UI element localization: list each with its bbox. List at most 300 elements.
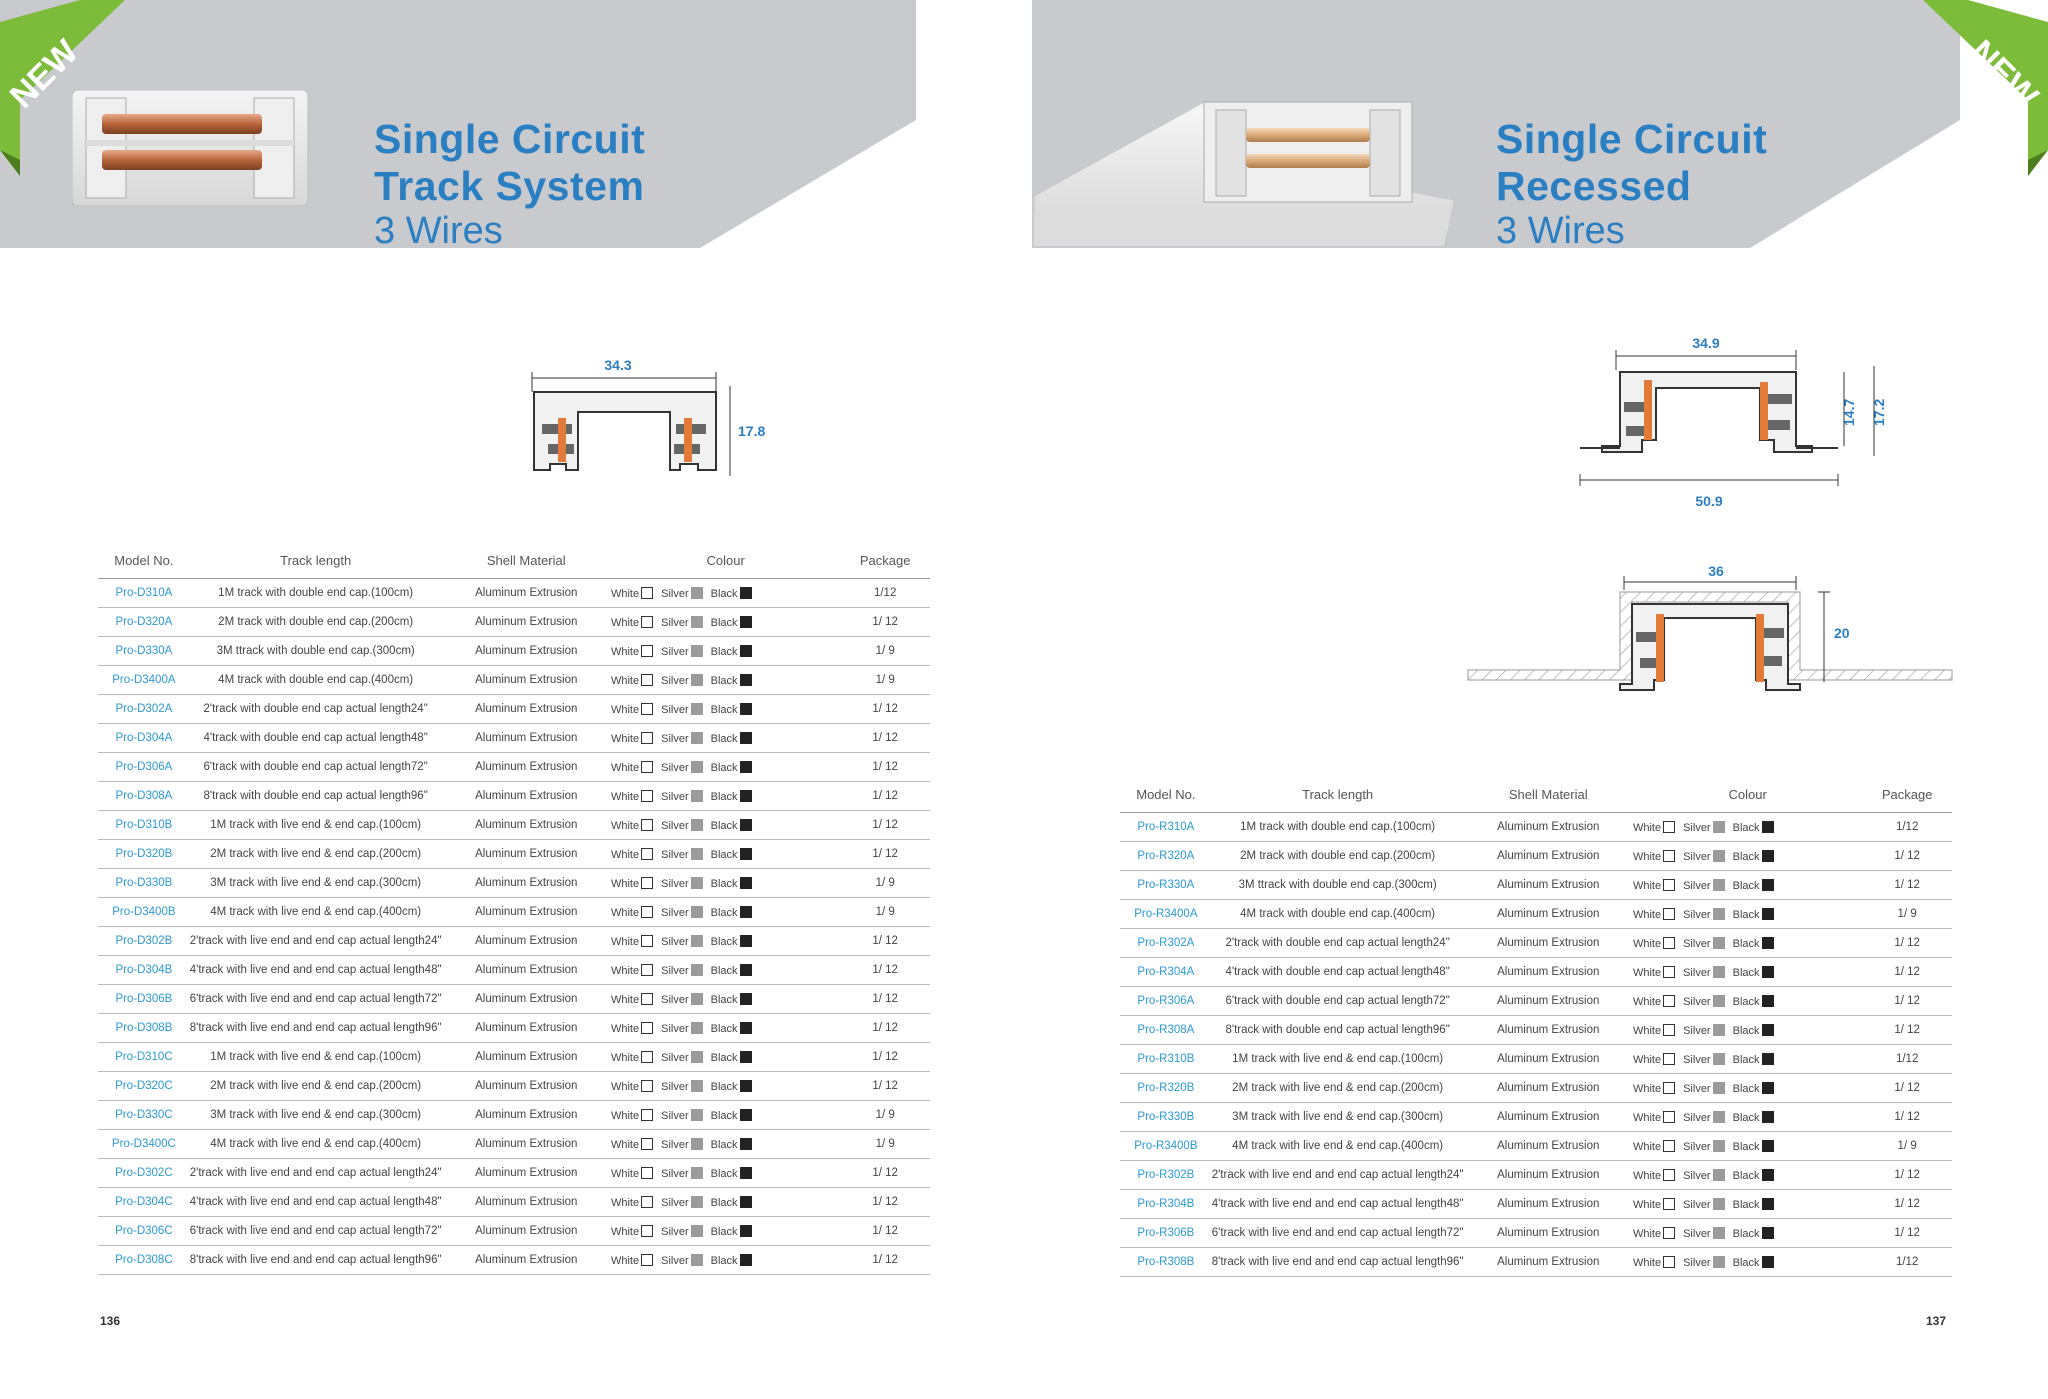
silver-swatch bbox=[1713, 937, 1725, 949]
colour-label-black: Black bbox=[710, 1051, 738, 1064]
left-diagram-width-label: 34.3 bbox=[604, 357, 632, 373]
table-row bbox=[1120, 1248, 1952, 1277]
right-diagram1-bottom-label: 50.9 bbox=[1695, 493, 1723, 509]
black-swatch bbox=[740, 1167, 752, 1179]
colour-label-black: Black bbox=[710, 935, 738, 948]
table-row bbox=[98, 1101, 930, 1130]
right-product-photo bbox=[1034, 96, 1454, 246]
table-row bbox=[98, 927, 930, 956]
colour-label-silver: Silver bbox=[661, 848, 689, 861]
silver-swatch bbox=[691, 1080, 703, 1092]
silver-swatch bbox=[1713, 908, 1725, 920]
colour-label-white: White bbox=[610, 790, 640, 803]
model-number: Pro-R304A bbox=[1120, 958, 1212, 987]
left-title-line3: 3 Wires bbox=[374, 210, 503, 253]
table-row bbox=[1120, 900, 1952, 929]
colour-label-black: Black bbox=[710, 1196, 738, 1209]
colour-label-white: White bbox=[1632, 850, 1662, 863]
colour-label-white: White bbox=[1632, 821, 1662, 834]
colour-label-black: Black bbox=[1732, 1140, 1760, 1153]
model-number: Pro-D330A bbox=[98, 637, 190, 666]
track-length: 8'track with live end and end cap actual length96" bbox=[190, 1246, 442, 1275]
package-qty: 1/ 9 bbox=[840, 1101, 930, 1130]
black-swatch bbox=[740, 964, 752, 976]
white-swatch bbox=[641, 674, 653, 686]
package-qty: 1/12 bbox=[1862, 1248, 1952, 1277]
colour-label-black: Black bbox=[1732, 1024, 1760, 1037]
model-number: Pro-R310A bbox=[1120, 813, 1212, 842]
colour-label-silver: Silver bbox=[1683, 879, 1711, 892]
black-swatch bbox=[740, 993, 752, 1005]
track-length: 4'track with live end and end cap actual length48" bbox=[1212, 1190, 1464, 1219]
package-qty: 1/ 9 bbox=[840, 1130, 930, 1159]
track-length: 2M track with live end & end cap.(200cm) bbox=[190, 840, 442, 869]
colour-label-black: Black bbox=[710, 1254, 738, 1267]
model-number: Pro-R304B bbox=[1120, 1190, 1212, 1219]
right-profile-diagram-2 bbox=[1444, 562, 1964, 712]
shell-material: Aluminum Extrusion bbox=[1464, 1074, 1633, 1103]
black-swatch bbox=[740, 732, 752, 744]
left-header-length: Track length bbox=[190, 548, 442, 579]
white-swatch bbox=[641, 935, 653, 947]
white-swatch bbox=[641, 877, 653, 889]
model-number: Pro-D320C bbox=[98, 1072, 190, 1101]
black-swatch bbox=[1762, 850, 1774, 862]
colour-options bbox=[611, 1188, 840, 1217]
black-swatch bbox=[740, 1022, 752, 1034]
model-number: Pro-R306B bbox=[1120, 1219, 1212, 1248]
table-row bbox=[98, 637, 930, 666]
colour-label-white: White bbox=[610, 1138, 640, 1151]
shell-material: Aluminum Extrusion bbox=[1464, 1045, 1633, 1074]
shell-material: Aluminum Extrusion bbox=[442, 1159, 611, 1188]
black-swatch bbox=[1762, 937, 1774, 949]
silver-swatch bbox=[691, 587, 703, 599]
left-page-number: 136 bbox=[100, 1314, 121, 1328]
track-length: 4M track with double end cap.(400cm) bbox=[1212, 900, 1464, 929]
white-swatch bbox=[1663, 1198, 1675, 1210]
track-length: 2'track with double end cap actual length24" bbox=[1212, 929, 1464, 958]
new-ribbon-right bbox=[1918, 0, 2048, 190]
colour-label-white: White bbox=[610, 1225, 640, 1238]
colour-options bbox=[1633, 871, 1862, 900]
colour-label-silver: Silver bbox=[1683, 1024, 1711, 1037]
right-title-line2: Recessed bbox=[1496, 163, 1692, 210]
colour-label-black: Black bbox=[710, 819, 738, 832]
white-swatch bbox=[641, 1196, 653, 1208]
colour-label-white: White bbox=[610, 1080, 640, 1093]
table-row bbox=[98, 579, 930, 608]
package-qty: 1/ 12 bbox=[1862, 842, 1952, 871]
white-swatch bbox=[641, 703, 653, 715]
track-length: 2'track with live end and end cap actual length24" bbox=[190, 927, 442, 956]
colour-label-white: White bbox=[610, 761, 640, 774]
package-qty: 1/12 bbox=[1862, 813, 1952, 842]
colour-label-black: Black bbox=[710, 1109, 738, 1122]
colour-label-silver: Silver bbox=[661, 1138, 689, 1151]
track-length: 4M track with live end & end cap.(400cm) bbox=[1212, 1132, 1464, 1161]
black-swatch bbox=[1762, 1256, 1774, 1268]
right-page bbox=[1024, 0, 2048, 1399]
track-length: 6'track with live end and end cap actual length72" bbox=[190, 1217, 442, 1246]
shell-material: Aluminum Extrusion bbox=[442, 898, 611, 927]
package-qty: 1/ 12 bbox=[840, 1043, 930, 1072]
right-diagram2-top-label: 36 bbox=[1708, 563, 1724, 579]
package-qty: 1/ 12 bbox=[1862, 1219, 1952, 1248]
shell-material: Aluminum Extrusion bbox=[442, 666, 611, 695]
colour-options bbox=[1633, 1161, 1862, 1190]
silver-swatch bbox=[691, 1167, 703, 1179]
colour-options bbox=[1633, 1016, 1862, 1045]
package-qty: 1/ 12 bbox=[840, 1072, 930, 1101]
colour-label-silver: Silver bbox=[661, 790, 689, 803]
colour-label-white: White bbox=[1632, 1227, 1662, 1240]
colour-label-white: White bbox=[610, 935, 640, 948]
silver-swatch bbox=[691, 645, 703, 657]
colour-label-white: White bbox=[610, 674, 640, 687]
colour-label-white: White bbox=[1632, 995, 1662, 1008]
package-qty: 1/ 12 bbox=[840, 1246, 930, 1275]
white-swatch bbox=[1663, 821, 1675, 833]
table-row bbox=[98, 898, 930, 927]
track-length: 4'track with live end and end cap actual length48" bbox=[190, 956, 442, 985]
colour-options bbox=[611, 869, 840, 898]
silver-swatch bbox=[1713, 1082, 1725, 1094]
black-swatch bbox=[740, 616, 752, 628]
colour-label-silver: Silver bbox=[661, 1225, 689, 1238]
colour-label-silver: Silver bbox=[661, 906, 689, 919]
colour-options bbox=[611, 1159, 840, 1188]
black-swatch bbox=[740, 587, 752, 599]
white-swatch bbox=[1663, 1227, 1675, 1239]
colour-label-silver: Silver bbox=[661, 1254, 689, 1267]
silver-swatch bbox=[1713, 1111, 1725, 1123]
colour-options bbox=[611, 579, 840, 608]
track-length: 4'track with double end cap actual length48" bbox=[1212, 958, 1464, 987]
white-swatch bbox=[641, 616, 653, 628]
package-qty: 1/ 9 bbox=[840, 898, 930, 927]
table-row bbox=[98, 695, 930, 724]
model-number: Pro-D330C bbox=[98, 1101, 190, 1130]
white-swatch bbox=[641, 906, 653, 918]
silver-swatch bbox=[691, 964, 703, 976]
track-length: 2M track with live end & end cap.(200cm) bbox=[190, 1072, 442, 1101]
track-length: 2'track with live end and end cap actual length24" bbox=[190, 1159, 442, 1188]
colour-label-silver: Silver bbox=[1683, 1256, 1711, 1269]
colour-options bbox=[611, 1014, 840, 1043]
black-swatch bbox=[740, 1196, 752, 1208]
black-swatch bbox=[1762, 1053, 1774, 1065]
model-number: Pro-D3400B bbox=[98, 898, 190, 927]
colour-label-white: White bbox=[610, 848, 640, 861]
silver-swatch bbox=[691, 1138, 703, 1150]
track-length: 3M track with live end & end cap.(300cm) bbox=[190, 1101, 442, 1130]
silver-swatch bbox=[691, 877, 703, 889]
colour-label-white: White bbox=[610, 819, 640, 832]
package-qty: 1/ 12 bbox=[840, 1188, 930, 1217]
left-header-colour: Colour bbox=[611, 548, 840, 579]
shell-material: Aluminum Extrusion bbox=[442, 956, 611, 985]
shell-material: Aluminum Extrusion bbox=[442, 869, 611, 898]
package-qty: 1/ 12 bbox=[1862, 929, 1952, 958]
colour-options bbox=[611, 1217, 840, 1246]
silver-swatch bbox=[691, 848, 703, 860]
silver-swatch bbox=[691, 906, 703, 918]
silver-swatch bbox=[1713, 1227, 1725, 1239]
table-row bbox=[98, 1014, 930, 1043]
model-number: Pro-R308A bbox=[1120, 1016, 1212, 1045]
table-row bbox=[98, 724, 930, 753]
model-number: Pro-R310B bbox=[1120, 1045, 1212, 1074]
colour-label-white: White bbox=[1632, 1169, 1662, 1182]
white-swatch bbox=[1663, 1111, 1675, 1123]
colour-label-white: White bbox=[1632, 879, 1662, 892]
right-title bbox=[1496, 116, 1767, 254]
shell-material: Aluminum Extrusion bbox=[442, 1043, 611, 1072]
colour-label-white: White bbox=[1632, 908, 1662, 921]
track-length: 6'track with double end cap actual length72" bbox=[190, 753, 442, 782]
colour-label-black: Black bbox=[1732, 908, 1760, 921]
black-swatch bbox=[740, 848, 752, 860]
new-ribbon-left bbox=[0, 0, 130, 190]
colour-label-silver: Silver bbox=[661, 587, 689, 600]
shell-material: Aluminum Extrusion bbox=[1464, 1161, 1633, 1190]
colour-label-white: White bbox=[610, 1051, 640, 1064]
colour-options bbox=[611, 985, 840, 1014]
colour-label-silver: Silver bbox=[661, 877, 689, 890]
black-swatch bbox=[740, 1254, 752, 1266]
colour-options bbox=[611, 840, 840, 869]
colour-label-silver: Silver bbox=[1683, 1227, 1711, 1240]
colour-label-white: White bbox=[610, 732, 640, 745]
shell-material: Aluminum Extrusion bbox=[442, 724, 611, 753]
track-length: 2'track with live end and end cap actual length24" bbox=[1212, 1161, 1464, 1190]
table-row bbox=[98, 840, 930, 869]
table-row bbox=[1120, 1074, 1952, 1103]
colour-label-white: White bbox=[1632, 1111, 1662, 1124]
black-swatch bbox=[740, 1051, 752, 1063]
model-number: Pro-D3400A bbox=[98, 666, 190, 695]
table-row bbox=[98, 1217, 930, 1246]
track-length: 2'track with double end cap actual length24" bbox=[190, 695, 442, 724]
model-number: Pro-R306A bbox=[1120, 987, 1212, 1016]
colour-options bbox=[611, 695, 840, 724]
table-row bbox=[98, 1246, 930, 1275]
track-length: 3M ttrack with double end cap.(300cm) bbox=[190, 637, 442, 666]
black-swatch bbox=[740, 703, 752, 715]
package-qty: 1/ 12 bbox=[840, 956, 930, 985]
colour-options bbox=[1633, 958, 1862, 987]
black-swatch bbox=[1762, 908, 1774, 920]
colour-label-black: Black bbox=[710, 964, 738, 977]
shell-material: Aluminum Extrusion bbox=[1464, 1103, 1633, 1132]
model-number: Pro-D304C bbox=[98, 1188, 190, 1217]
black-swatch bbox=[740, 761, 752, 773]
white-swatch bbox=[641, 761, 653, 773]
black-swatch bbox=[740, 645, 752, 657]
track-length: 4M track with live end & end cap.(400cm) bbox=[190, 1130, 442, 1159]
shell-material: Aluminum Extrusion bbox=[442, 637, 611, 666]
black-swatch bbox=[1762, 1082, 1774, 1094]
left-profile-diagram bbox=[520, 352, 780, 492]
model-number: Pro-D310B bbox=[98, 811, 190, 840]
white-swatch bbox=[641, 1225, 653, 1237]
colour-label-white: White bbox=[1632, 1024, 1662, 1037]
silver-swatch bbox=[1713, 1198, 1725, 1210]
model-number: Pro-R320A bbox=[1120, 842, 1212, 871]
track-length: 1M track with double end cap.(100cm) bbox=[190, 579, 442, 608]
shell-material: Aluminum Extrusion bbox=[442, 1246, 611, 1275]
colour-label-white: White bbox=[610, 587, 640, 600]
package-qty: 1/ 9 bbox=[1862, 900, 1952, 929]
table-row bbox=[1120, 871, 1952, 900]
colour-label-silver: Silver bbox=[661, 645, 689, 658]
white-swatch bbox=[1663, 966, 1675, 978]
shell-material: Aluminum Extrusion bbox=[1464, 1219, 1633, 1248]
black-swatch bbox=[740, 790, 752, 802]
shell-material: Aluminum Extrusion bbox=[1464, 871, 1633, 900]
model-number: Pro-D310C bbox=[98, 1043, 190, 1072]
track-length: 6'track with live end and end cap actual length72" bbox=[1212, 1219, 1464, 1248]
track-length: 4M track with double end cap.(400cm) bbox=[190, 666, 442, 695]
table-row bbox=[98, 753, 930, 782]
colour-label-black: Black bbox=[710, 790, 738, 803]
black-swatch bbox=[1762, 1198, 1774, 1210]
package-qty: 1/ 12 bbox=[840, 1014, 930, 1043]
colour-label-black: Black bbox=[710, 1080, 738, 1093]
white-swatch bbox=[1663, 879, 1675, 891]
model-number: Pro-R3400B bbox=[1120, 1132, 1212, 1161]
colour-options bbox=[611, 1101, 840, 1130]
black-swatch bbox=[1762, 1169, 1774, 1181]
black-swatch bbox=[1762, 995, 1774, 1007]
colour-options bbox=[1633, 1248, 1862, 1277]
right-page-number: 137 bbox=[1926, 1314, 1947, 1328]
colour-label-white: White bbox=[610, 616, 640, 629]
white-swatch bbox=[1663, 1140, 1675, 1152]
colour-label-silver: Silver bbox=[1683, 937, 1711, 950]
black-swatch bbox=[740, 674, 752, 686]
model-number: Pro-D310A bbox=[98, 579, 190, 608]
colour-options bbox=[611, 753, 840, 782]
model-number: Pro-D3400C bbox=[98, 1130, 190, 1159]
colour-label-silver: Silver bbox=[661, 964, 689, 977]
colour-label-black: Black bbox=[1732, 1198, 1760, 1211]
package-qty: 1/ 12 bbox=[840, 782, 930, 811]
shell-material: Aluminum Extrusion bbox=[442, 608, 611, 637]
colour-label-black: Black bbox=[710, 616, 738, 629]
colour-label-silver: Silver bbox=[661, 935, 689, 948]
shell-material: Aluminum Extrusion bbox=[442, 1217, 611, 1246]
silver-swatch bbox=[691, 1051, 703, 1063]
silver-swatch bbox=[1713, 995, 1725, 1007]
table-row bbox=[98, 608, 930, 637]
track-length: 2M track with double end cap.(200cm) bbox=[1212, 842, 1464, 871]
silver-swatch bbox=[691, 819, 703, 831]
white-swatch bbox=[641, 819, 653, 831]
black-swatch bbox=[1762, 1111, 1774, 1123]
colour-label-white: White bbox=[610, 877, 640, 890]
track-length: 4M track with live end & end cap.(400cm) bbox=[190, 898, 442, 927]
package-qty: 1/ 12 bbox=[1862, 958, 1952, 987]
model-number: Pro-D320A bbox=[98, 608, 190, 637]
colour-options bbox=[611, 956, 840, 985]
table-row bbox=[98, 666, 930, 695]
package-qty: 1/ 12 bbox=[1862, 987, 1952, 1016]
silver-swatch bbox=[1713, 1053, 1725, 1065]
white-swatch bbox=[641, 848, 653, 860]
colour-label-white: White bbox=[1632, 966, 1662, 979]
colour-label-white: White bbox=[610, 645, 640, 658]
shell-material: Aluminum Extrusion bbox=[1464, 1248, 1633, 1277]
colour-options bbox=[1633, 1190, 1862, 1219]
shell-material: Aluminum Extrusion bbox=[1464, 987, 1633, 1016]
colour-label-silver: Silver bbox=[1683, 821, 1711, 834]
colour-label-white: White bbox=[1632, 937, 1662, 950]
track-length: 1M track with live end & end cap.(100cm) bbox=[1212, 1045, 1464, 1074]
colour-label-black: Black bbox=[710, 674, 738, 687]
white-swatch bbox=[1663, 1053, 1675, 1065]
right-diagram2-height-label: 20 bbox=[1834, 625, 1850, 641]
colour-label-silver: Silver bbox=[661, 819, 689, 832]
colour-label-white: White bbox=[1632, 1053, 1662, 1066]
package-qty: 1/ 12 bbox=[840, 608, 930, 637]
colour-label-silver: Silver bbox=[661, 674, 689, 687]
shell-material: Aluminum Extrusion bbox=[442, 1188, 611, 1217]
right-diagram1-top-label: 34.9 bbox=[1692, 335, 1720, 351]
colour-label-white: White bbox=[610, 1167, 640, 1180]
colour-label-silver: Silver bbox=[1683, 1111, 1711, 1124]
right-table-header-row bbox=[1120, 782, 1952, 813]
black-swatch bbox=[1762, 821, 1774, 833]
silver-swatch bbox=[691, 732, 703, 744]
track-length: 8'track with double end cap actual length96" bbox=[190, 782, 442, 811]
black-swatch bbox=[740, 1080, 752, 1092]
colour-label-silver: Silver bbox=[661, 703, 689, 716]
table-row bbox=[98, 1188, 930, 1217]
colour-label-black: Black bbox=[710, 993, 738, 1006]
white-swatch bbox=[1663, 850, 1675, 862]
colour-label-silver: Silver bbox=[1683, 966, 1711, 979]
white-swatch bbox=[1663, 937, 1675, 949]
colour-label-black: Black bbox=[710, 1022, 738, 1035]
right-profile-diagram-1 bbox=[1564, 330, 1964, 510]
track-length: 6'track with double end cap actual length72" bbox=[1212, 987, 1464, 1016]
right-header-colour: Colour bbox=[1633, 782, 1862, 813]
white-swatch bbox=[1663, 1082, 1675, 1094]
silver-swatch bbox=[691, 1022, 703, 1034]
black-swatch bbox=[740, 906, 752, 918]
model-number: Pro-R330B bbox=[1120, 1103, 1212, 1132]
silver-swatch bbox=[691, 1254, 703, 1266]
table-row bbox=[1120, 1132, 1952, 1161]
right-diagram1-inner-height: 14.7 bbox=[1841, 398, 1857, 426]
black-swatch bbox=[1762, 879, 1774, 891]
colour-label-white: White bbox=[610, 1254, 640, 1267]
track-length: 6'track with live end and end cap actual length72" bbox=[190, 985, 442, 1014]
colour-label-white: White bbox=[610, 964, 640, 977]
colour-label-white: White bbox=[1632, 1256, 1662, 1269]
left-title-line1: Single Circuit bbox=[374, 116, 646, 162]
black-swatch bbox=[740, 1109, 752, 1121]
colour-options bbox=[611, 1072, 840, 1101]
model-number: Pro-D304A bbox=[98, 724, 190, 753]
black-swatch bbox=[740, 877, 752, 889]
colour-label-black: Black bbox=[1732, 879, 1760, 892]
table-row bbox=[98, 1159, 930, 1188]
colour-options bbox=[611, 1246, 840, 1275]
shell-material: Aluminum Extrusion bbox=[442, 753, 611, 782]
